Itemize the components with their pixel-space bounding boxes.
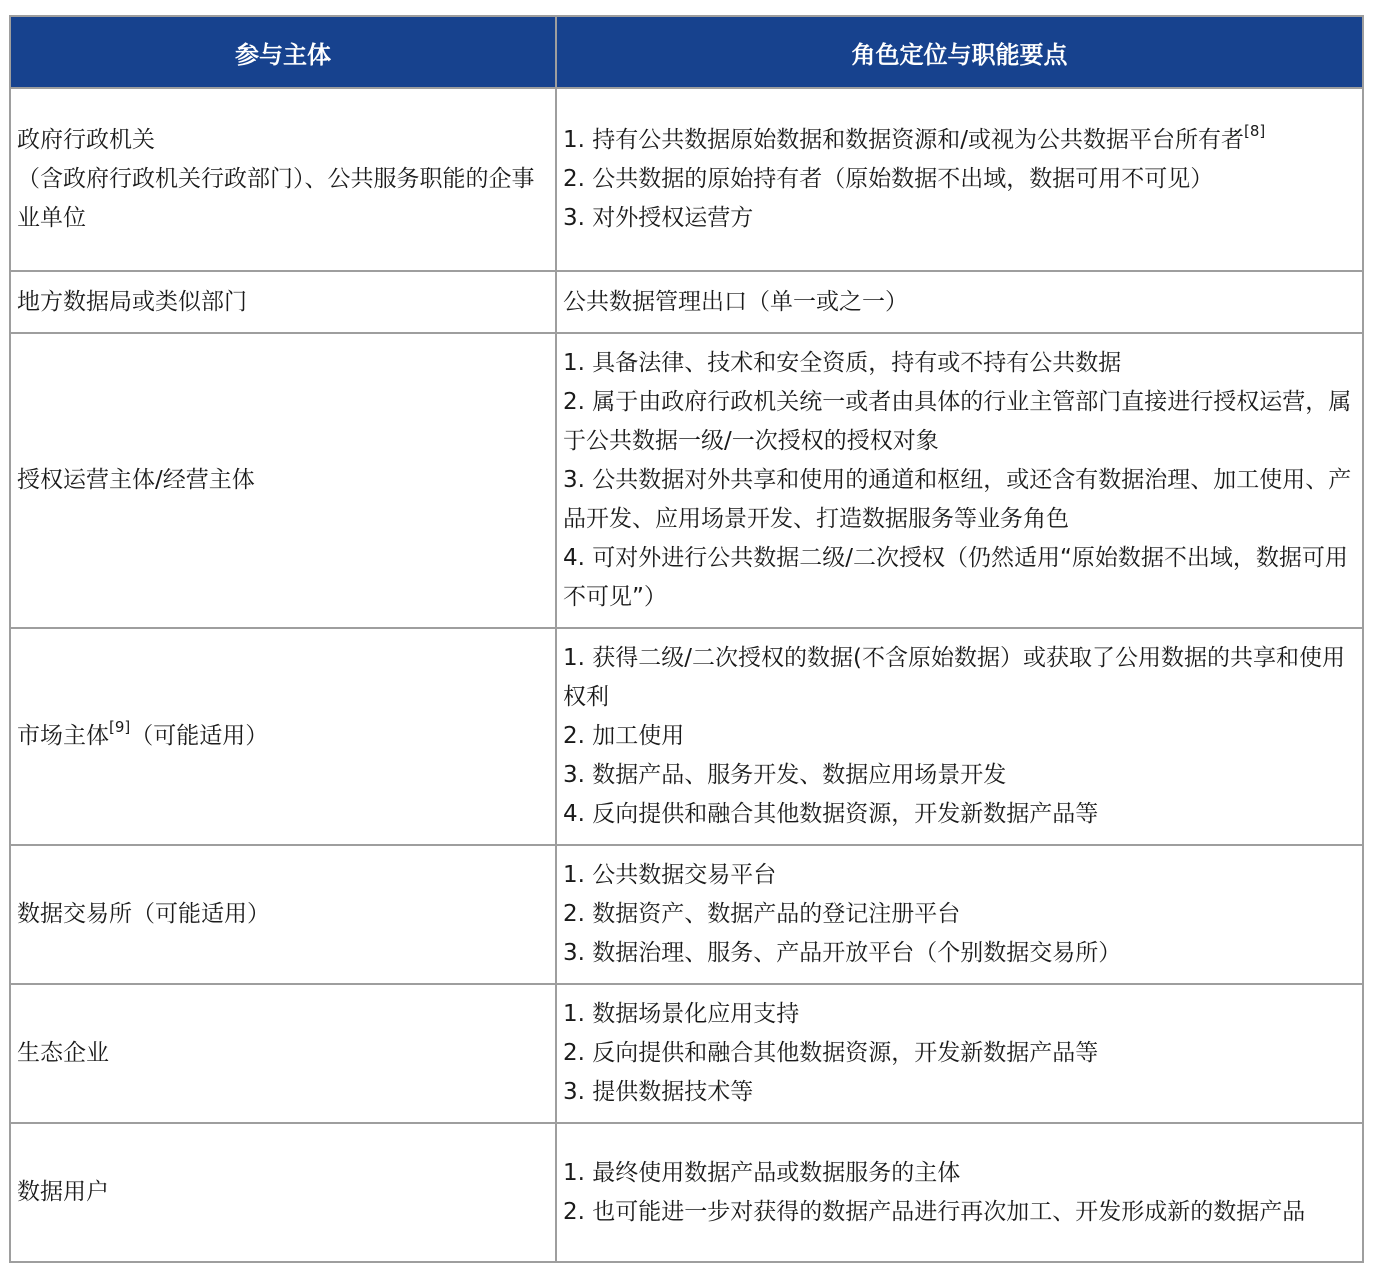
entity-cell — [10, 1123, 556, 1262]
participants-table — [9, 15, 1364, 1263]
role-item: 2. 属于由政府行政机关统一或者由具体的行业主管部门直接进行授权运营，属于公共数据一级/一次授权的授权对象 — [563, 389, 1352, 454]
role-item: 3. 公共数据对外共享和使用的通道和枢纽，或还含有数据治理、加工使用、产品开发、应用场景开发、打造数据服务等业务角色 — [563, 467, 1352, 532]
table-row — [10, 333, 1363, 628]
entity-line: 地方数据局或类似部门 — [17, 288, 247, 315]
role-item: 4. 可对外进行公共数据二级/二次授权（仍然适用“原始数据不出域，数据可用不可见”） — [563, 545, 1348, 610]
role-item: 1. 获得二级/二次授权的数据(不含原始数据）或获取了公用数据的共享和使用权利 — [563, 645, 1345, 710]
role-cell — [556, 984, 1363, 1123]
entity-line: 数据交易所（可能适用） — [17, 901, 270, 927]
footnote-ref[interactable]: [8] — [1244, 122, 1266, 141]
role-item: 3. 数据产品、服务开发、数据应用场景开发 — [563, 762, 1007, 788]
role-cell — [556, 271, 1363, 333]
entity-cell — [10, 333, 556, 628]
footnote-ref[interactable]: [9] — [109, 718, 131, 737]
role-item: 1. 持有公共数据原始数据和数据资源和/或视为公共数据平台所有者[8] — [563, 122, 1266, 153]
role-item: 3. 提供数据技术等 — [563, 1079, 754, 1105]
entity-line: （含政府行政机关行政部门）、公共服务职能的企事业单位 — [17, 166, 535, 231]
entity-line: 市场主体[9]（可能适用） — [17, 718, 269, 749]
table-row — [10, 1123, 1363, 1262]
role-item: 公共数据管理出口（单一或之一） — [563, 288, 908, 315]
table-row — [10, 271, 1363, 333]
role-item: 2. 也可能进一步对获得的数据产品进行再次加工、开发形成新的数据产品 — [563, 1198, 1306, 1225]
table-row — [10, 88, 1363, 271]
role-cell — [556, 88, 1363, 271]
entity-line: 生态企业 — [17, 1040, 109, 1066]
role-cell — [556, 333, 1363, 628]
role-item: 4. 反向提供和融合其他数据资源，开发新数据产品等 — [563, 801, 1099, 827]
role-item: 2. 数据资产、数据产品的登记注册平台 — [563, 901, 961, 927]
role-cell — [556, 845, 1363, 984]
entity-cell — [10, 628, 556, 845]
table-row — [10, 628, 1363, 845]
role-item: 2. 公共数据的原始持有者（原始数据不出域，数据可用不可见） — [563, 166, 1214, 192]
role-item: 3. 对外授权运营方 — [563, 205, 754, 231]
entity-line: 数据用户 — [17, 1179, 109, 1205]
header-role: 角色定位与职能要点 — [556, 16, 1363, 88]
entity-cell — [10, 271, 556, 333]
table-row — [10, 845, 1363, 984]
entity-line: 政府行政机关 — [17, 127, 155, 153]
role-item: 3. 数据治理、服务、产品开放平台（个别数据交易所） — [563, 940, 1122, 966]
role-item: 1. 最终使用数据产品或数据服务的主体 — [563, 1159, 961, 1186]
role-item: 1. 具备法律、技术和安全资质，持有或不持有公共数据 — [563, 350, 1122, 376]
role-item: 2. 反向提供和融合其他数据资源，开发新数据产品等 — [563, 1040, 1099, 1066]
entity-cell — [10, 845, 556, 984]
role-item: 1. 公共数据交易平台 — [563, 862, 777, 888]
header-entity: 参与主体 — [10, 16, 556, 88]
role-cell — [556, 1123, 1363, 1262]
entity-line: 授权运营主体/经营主体 — [17, 467, 255, 493]
entity-cell — [10, 88, 556, 271]
entity-cell — [10, 984, 556, 1123]
table-row — [10, 984, 1363, 1123]
header-row — [10, 16, 1363, 88]
role-cell — [556, 628, 1363, 845]
role-item: 2. 加工使用 — [563, 723, 685, 749]
role-item: 1. 数据场景化应用支持 — [563, 1001, 800, 1027]
